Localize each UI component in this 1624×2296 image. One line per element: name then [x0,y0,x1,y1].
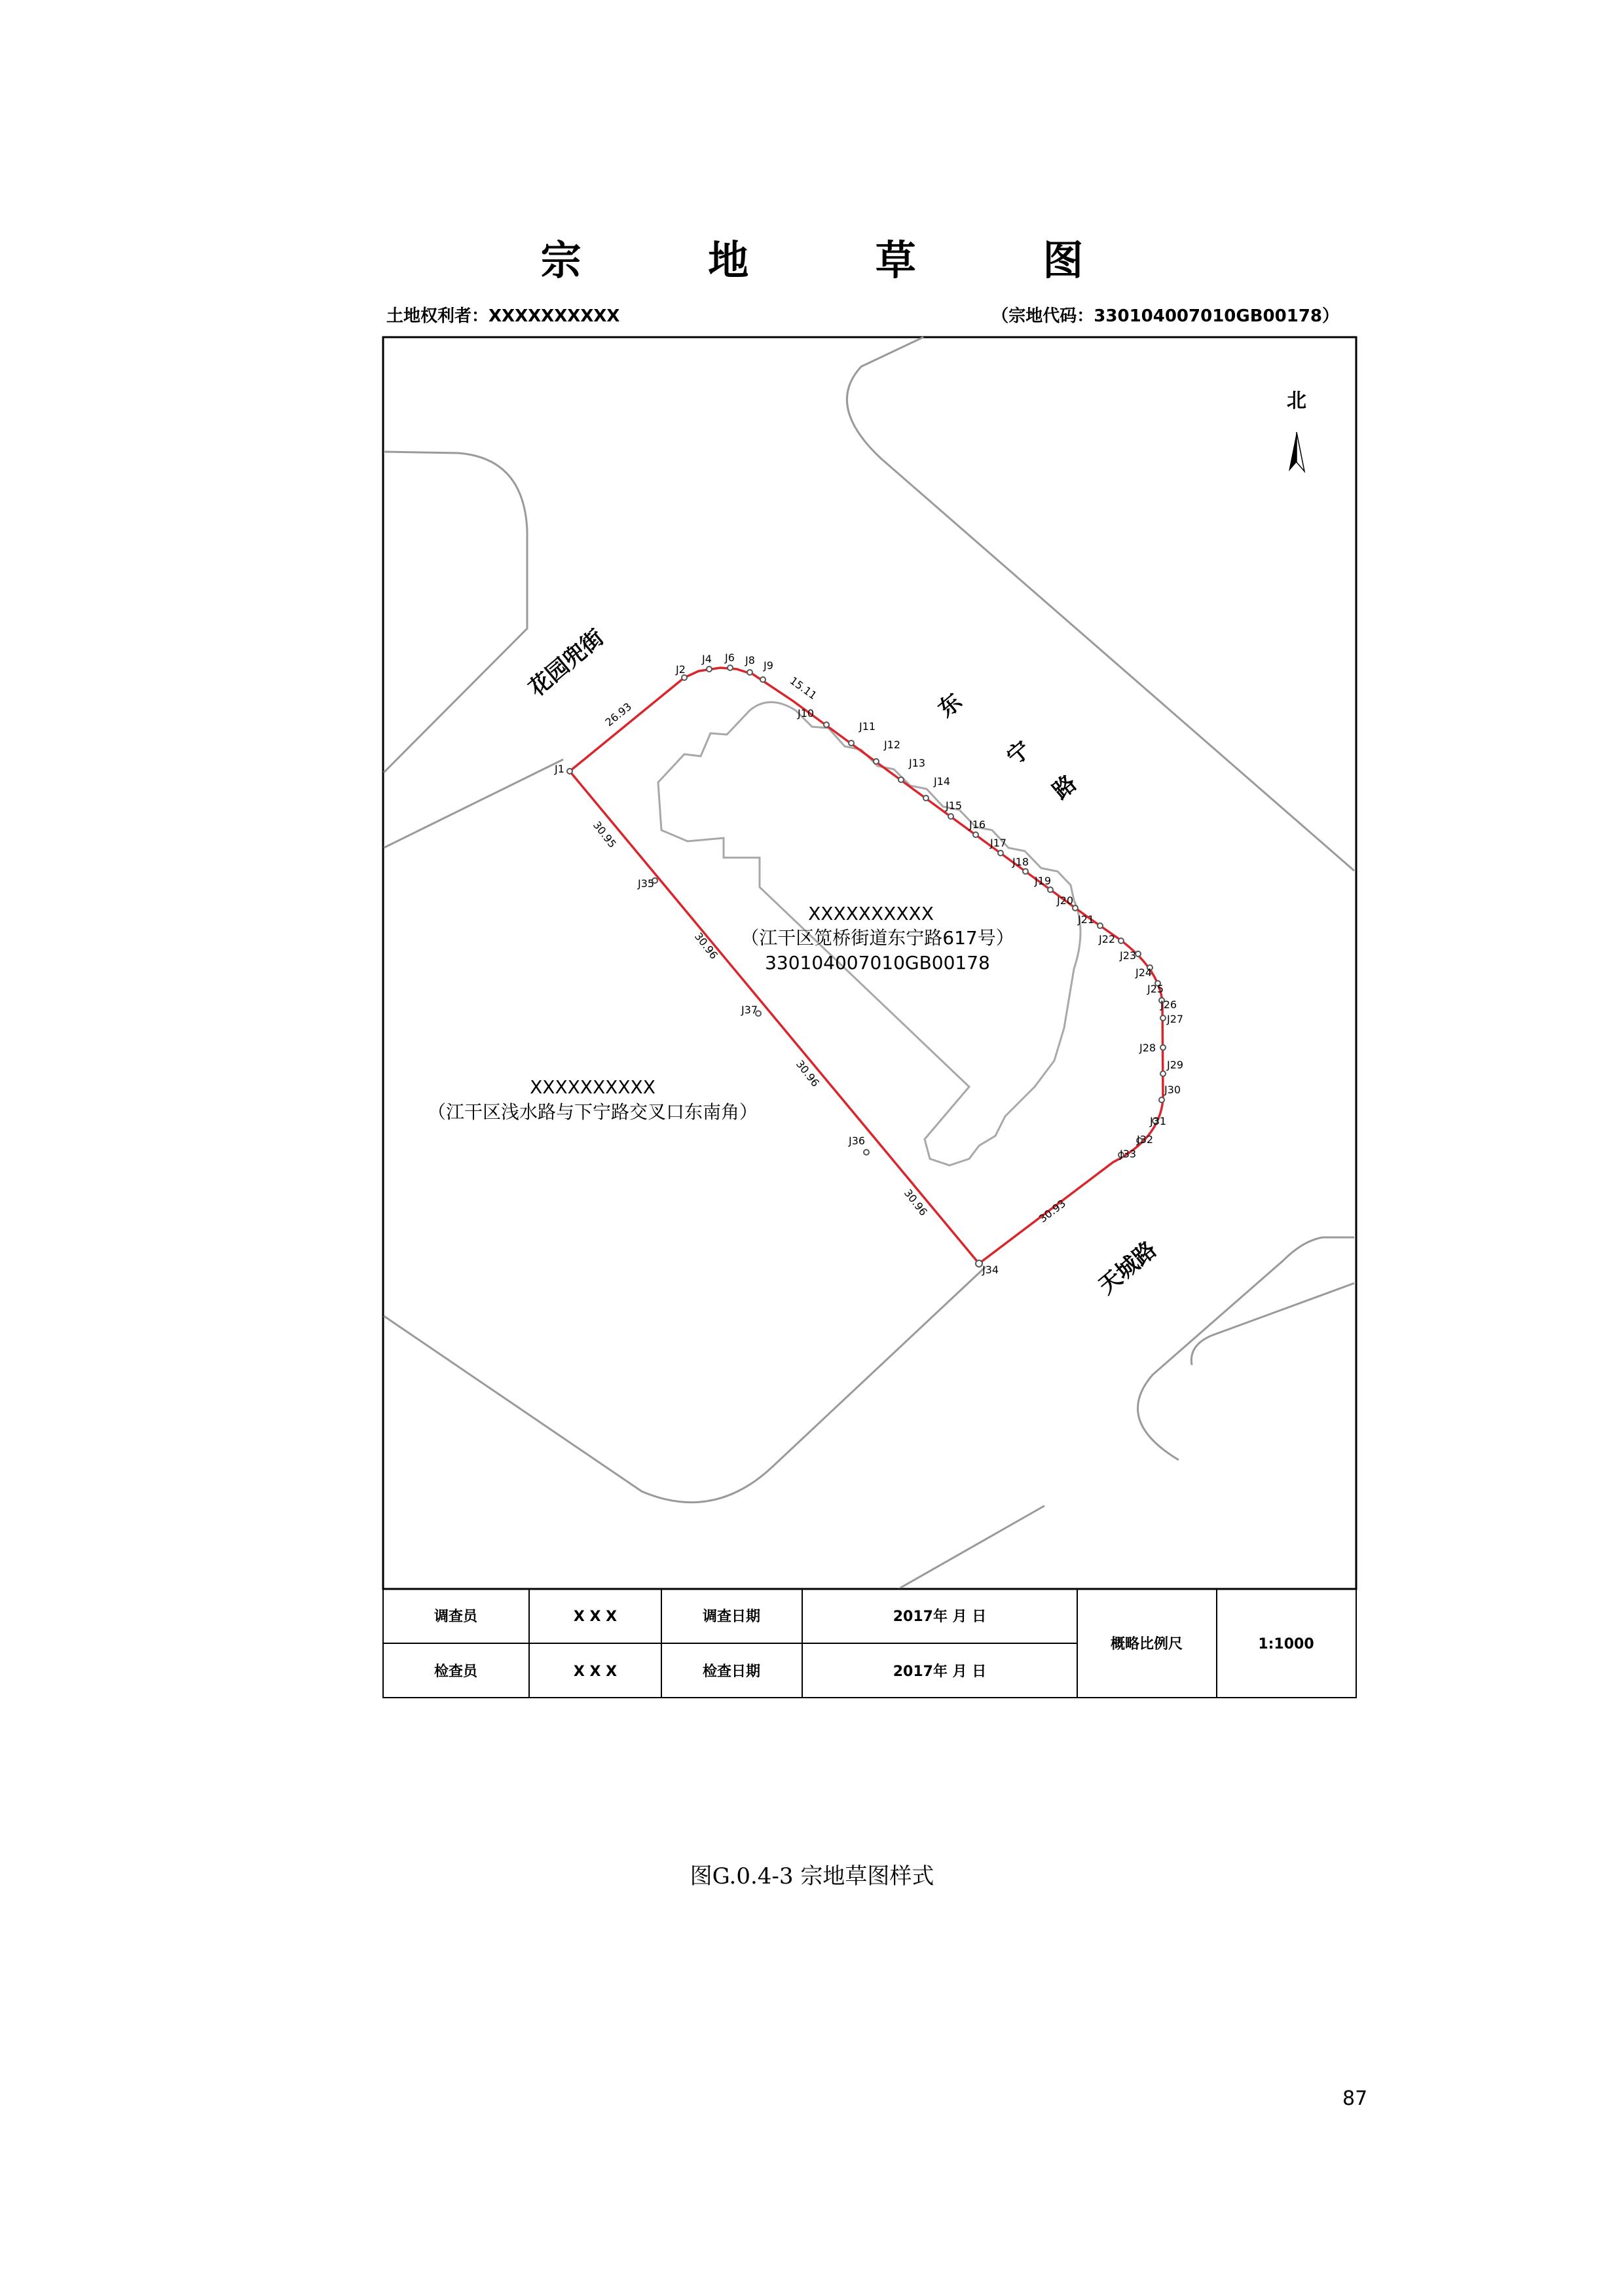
road-curb-sw [384,1267,986,1503]
vertex-label: J18 [1012,856,1029,868]
vertex-label: J26 [1160,998,1177,1011]
land-owner-line: 土地权利者：XXXXXXXXXX [386,306,620,326]
vertex-label: J9 [764,659,773,672]
vertex-label: J14 [934,775,951,788]
road-name-dongning: 东 [933,688,967,723]
road-curb-ne [847,337,1354,871]
vertex-j1 [567,769,572,774]
vertex-label: J24 [1135,966,1153,979]
vertex-j2 [682,675,687,680]
surveyor-value: X X X [573,1609,618,1625]
vertex-j17 [998,850,1003,856]
surveyor-label: 调查员 [434,1609,478,1625]
road-curb-nw [384,452,527,773]
distance-labels [591,674,1068,1225]
figure-caption: 图G.0.4-3 宗地草图样式 [690,1863,934,1889]
check-date-label: 检查日期 [702,1664,761,1680]
distance-label: 30.96 [901,1186,931,1218]
vertex-label: J20 [1057,894,1074,907]
vertex-label: J29 [1167,1059,1184,1071]
vertex-label: J15 [946,799,963,812]
road-curb-w [384,759,563,848]
vertex-label: J36 [849,1135,866,1147]
checker-value: X X X [573,1664,618,1680]
distance-label: 30.95 [590,818,619,850]
vertex-label: J25 [1147,983,1164,995]
vertex-j22 [1118,938,1124,943]
vertex-label: J27 [1167,1013,1184,1025]
vertex-label: J4 [702,653,712,665]
distance-label: 30.96 [793,1057,822,1089]
neighbor-address: （江干区浅水路与下宁路交叉口东南角） [427,1101,758,1123]
north-label: 北 [1287,390,1306,412]
distance-label: 30.96 [692,930,721,962]
info-table [383,1589,1356,1698]
vertex-j4 [707,666,712,672]
road-name-dongning: 宁 [1002,736,1036,771]
vertex-label: J21 [1078,913,1095,926]
vertex-label: J23 [1120,949,1137,962]
vertex-j10 [824,722,829,727]
road-name-tianchenglu: 天城路 [1094,1236,1162,1300]
vertex-label: J13 [909,757,926,769]
vertex-label: J8 [745,654,755,666]
distance-label: 15.11 [787,674,819,702]
vertex-j19 [1048,887,1053,892]
scale-label: 概略比例尺 [1110,1636,1183,1652]
vertex-j30 [1159,1097,1164,1102]
vertex-j36 [864,1150,869,1155]
vertex-label: J31 [1150,1115,1167,1127]
road-curb-s [898,1506,1044,1589]
vertex-label: J35 [638,877,655,890]
vertex-label: J34 [982,1264,999,1276]
vertex-label: J2 [676,663,686,676]
vertex-j21 [1098,923,1103,928]
vertex-label: J33 [1120,1148,1137,1160]
vertex-j16 [973,832,978,837]
vertex-j9 [760,677,766,682]
sketch-title: 宗 地 草 图 [540,236,1140,284]
check-date-value: 2017年 月 日 [893,1664,987,1680]
survey-date-label: 调查日期 [702,1609,761,1625]
vertex-j28 [1160,1045,1166,1050]
vertex-j8 [747,670,752,675]
vertex-j20 [1073,905,1078,911]
checker-label: 检查员 [434,1664,478,1680]
page-number: 87 [1342,2087,1368,2110]
vertex-j14 [923,795,929,801]
vertex-j18 [1023,869,1028,874]
distance-label: 26.93 [602,700,635,729]
parcel-address: （江干区笕桥街道东宁路617号） [741,927,1014,949]
vertex-j6 [728,665,733,670]
vertex-label: J28 [1139,1042,1156,1054]
vertex-label: J12 [884,738,901,751]
vertex-label: J19 [1035,875,1052,887]
vertex-label: J16 [969,818,986,831]
vertex-label: J10 [798,707,815,720]
road-curb-e [1191,1283,1354,1365]
vertex-j13 [898,777,904,782]
parcel-code: 330104007010GB00178 [765,952,990,974]
road-name-huayuandoujie: 花园兜街 [524,624,609,702]
vertex-label: J37 [741,1004,758,1016]
vertex-j23 [1135,951,1141,957]
vertex-j11 [849,740,854,746]
survey-date-value: 2017年 月 日 [893,1609,987,1625]
parcel-owner: XXXXXXXXXX [808,903,934,924]
road-curb-se [1138,1237,1355,1460]
vertex-j34 [976,1260,982,1267]
vertex-label: J11 [859,720,876,733]
scale-value: 1:1000 [1258,1636,1314,1652]
road-name-dongning: 路 [1048,770,1082,805]
vertex-j29 [1160,1071,1166,1076]
vertex-j27 [1160,1015,1166,1021]
vertex-label: J17 [990,837,1007,849]
vertex-j15 [948,814,953,819]
neighbor-owner: XXXXXXXXXX [530,1076,655,1098]
vertex-label: J32 [1137,1133,1154,1146]
vertex-label: J22 [1099,933,1116,945]
vertex-label: J30 [1164,1084,1181,1096]
vertex-label: J1 [555,763,564,775]
parcel-code-line: （宗地代码：330104007010GB00178） [991,306,1339,326]
distance-label: 30.93 [1036,1197,1068,1226]
vertex-label: J6 [725,651,735,664]
vertex-j12 [874,759,879,764]
